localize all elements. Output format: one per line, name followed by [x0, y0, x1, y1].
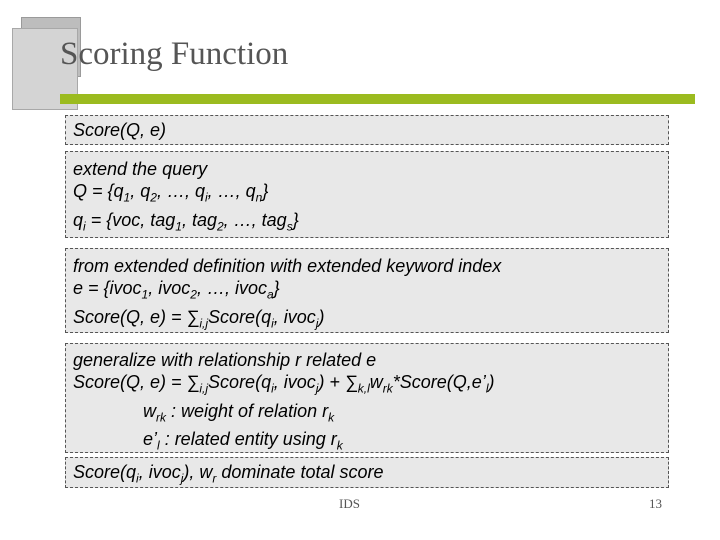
- page-number: 13: [649, 496, 662, 511]
- box4-line3: $w_{rk}$ : weight of relation $r_k$: [143, 400, 335, 425]
- title-underline-bar: [60, 94, 695, 104]
- box4-line1: generalize with relationship r related e: [73, 350, 377, 370]
- box3-line1: from extended definition with extended keyword index: [73, 256, 502, 276]
- box-extended-definition: [65, 248, 669, 333]
- box4-line4: $e’_l$ : related entity using $r_k$: [143, 429, 343, 453]
- box2-line3: $q_i = \{voc$, tag$_1$, tag$_2$, …, tag$_s$}: [73, 209, 299, 234]
- box-dominate-score: [65, 457, 669, 488]
- box1-line1: Score(Q, e): [73, 120, 167, 140]
- box2-line1: extend the query: [73, 159, 208, 179]
- box4-line2: Score(Q, $e) = \sum_{i,j}Score(q_i$, ivoc$_j$) + $\sum_{k,l}w_{rk}*Score(Q,e’_l)$: [73, 372, 495, 396]
- box-score-definition: [65, 115, 669, 145]
- slide-title: Scoring Function: [60, 36, 289, 72]
- box2-line2: $Q = \{q_1$, $q_2$, …, $q_i$, …, $q_n$}: [73, 181, 269, 205]
- box5-line1: $Score(q_i$, ivoc$_j$), $w_r$ dominate total score: [73, 462, 384, 486]
- box3-line2: e = {ivoc$_1$, ivoc$_2$, …, ivoc$_a$}: [73, 278, 280, 302]
- box-extend-query: [65, 151, 669, 238]
- box3-line3: Score(Q, $e) = \sum_{i,j}Score(q_i$, ivoc$_j$): [73, 306, 325, 331]
- box-generalize-relationship: [65, 343, 669, 453]
- footer-label: IDS: [339, 496, 360, 511]
